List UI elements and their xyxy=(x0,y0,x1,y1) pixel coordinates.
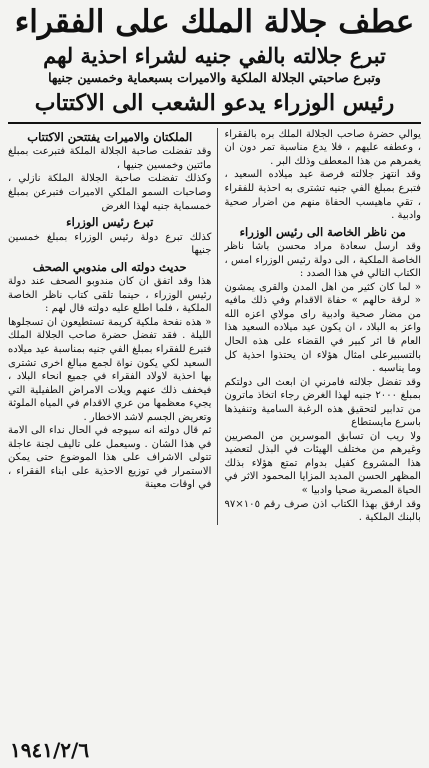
paragraph: يوالي حضرة صاحب الجلالة الملك بره بالفقراء ، وعطفه عليهم ، فلا يدع مناسبة تمر دون ان يغمرهم من هذا المعطف وذلك البر . xyxy=(224,128,421,167)
paragraph: ولا ريب ان تسابق الموسرين من المصريين وغيرهم من مختلف الهيئات في البذل لتعضيد هذا المشروع كفيل بدوام تمتع هؤلاء بذلك المظهر الحسن المديد المزايا المحمود الاثر في الحياة المصرية صحيا وادبيا » xyxy=(224,430,421,497)
header-divider xyxy=(8,122,421,124)
paragraph: وقد ارفق بهذا الكتاب اذن صرف رقم ١٠٥×٩٧ بالبنك الملكية . xyxy=(224,498,421,524)
paragraph: وقد تفضل جلالته فامرني ان ابعث الى دولتكم بمبلغ ٢٠٠٠ جنيه لهذا الغرض رجاء اتخاذ ماترون من تدابير لتحقيق هذه الرغبة السامية وتنفيذها باسرع مايستطاع xyxy=(224,376,421,429)
paragraph: وقد تفضلت صاحبة الجلالة الملكة فتبرعت بمبلغ مائتين وخمسين جنيها ، xyxy=(8,146,212,171)
subheading: تبرع رئيس الوزراء xyxy=(66,215,154,230)
right-column xyxy=(217,128,421,525)
article-columns xyxy=(8,128,421,525)
left-column xyxy=(8,128,211,525)
paragraph: كذلك تبرع دولة رئيس الوزراء بمبلغ خمسين جنيها xyxy=(8,231,212,257)
subheading: الملكتان والاميرات يفتتحن الاكتتاب xyxy=(27,129,193,144)
fourth-headline: رئيس الوزراء يدعو الشعب الى الاكتتاب xyxy=(34,89,395,116)
paragraph: وكذلك تفضلت صاحبة الجلالة الملكة نازلي ، وصاحبات السمو الملكي الاميرات فتبرعن بمبلغ خمسماية جنيه لهذا الغرض xyxy=(8,173,212,212)
subheading: من ناظر الخاصة الى رئيس الوزراء xyxy=(239,224,406,239)
paragraph: وقد ارسل سعادة مراد محسن باشا ناظر الخاصة الملكية ، الى دولة رئيس الوزراء امس ، الكتاب التالي في هذا الصدد : xyxy=(224,241,421,280)
main-headline: عطف جلالة الملك على الفقراء xyxy=(14,4,415,40)
second-headline: تبرع جلالته بالفي جنيه لشراء احذية لهم xyxy=(43,42,386,68)
paragraph: « لما كان كثير من اهل المدن والقرى يمشون « لرقة حالهم » حفاة الاقدام وفي ذلك مافيه من مضار صحية وادبية راى مولاي اعزه الله واعز به البلاد ، ان يكون عيد ميلاده السعيد هذا العام قا اثر كبير في القضاء على هذه الحال بالتسبيرعلى امثال هؤلاء ان يحتذوا احذية كل وما يناسبه . xyxy=(224,281,421,375)
paragraph: وقد انتهز جلالته فرصة عيد ميلاده السعيد ، فتبرع بمبلغ الفي جنيه تشترى به احذية للفقراء ، تقي ماهيسب الحفاة منهم من اضرار صحية وادبية . xyxy=(224,169,421,222)
subheading: حديث دولته الى مندوبي الصحف xyxy=(32,259,187,274)
paragraph: ثم قال دولته انه سيوجه في الحال نداء الى الامة في هذا الشان . وسيعمل على تاليف لجنة عاجلة تتولى الاشراف على هذا الموضوع حتى يمكن الاستمرار في توزيع الاحذية على ابناء الفقراء ، في اوقات معينة xyxy=(8,425,212,491)
third-headline: وتبرع صاحبتي الجلالة الملكية والاميرات بسبعماية وخمسين جنيها xyxy=(48,69,381,85)
paragraph: هذا وقد اتفق ان كان مندوبو الصحف عند دولة رئيس الوزراء ، حينما تلقى كتاب ناظر الخاصة الملكية ، فلما اطلع عليه دولته قال لهم : xyxy=(8,276,212,315)
handwritten-date: ١٩٤١/٢/٦ xyxy=(10,738,90,762)
paragraph: « هذه نفحة ملكية كريمة تستطيعون ان تسجلوها الليلة . فقد تفضل حضرة صاحب الجلالة الملك فتبرع للفقراء بمبلغ الفي جنيه بمناسبة عيد ميلاده السعيد لكي يكون نواة لجمع مبالغ اخرى تشترى بها احذية لاولاد الفقراء في جميع انحاء البلاد ، فيخفف ذلك عنهم ويلات الامراض الطفيلية التي يجيء معظمها من عري الاقدام في المياه الملوثة وتعريض الجسم لاشد الاخطار . xyxy=(8,316,212,423)
